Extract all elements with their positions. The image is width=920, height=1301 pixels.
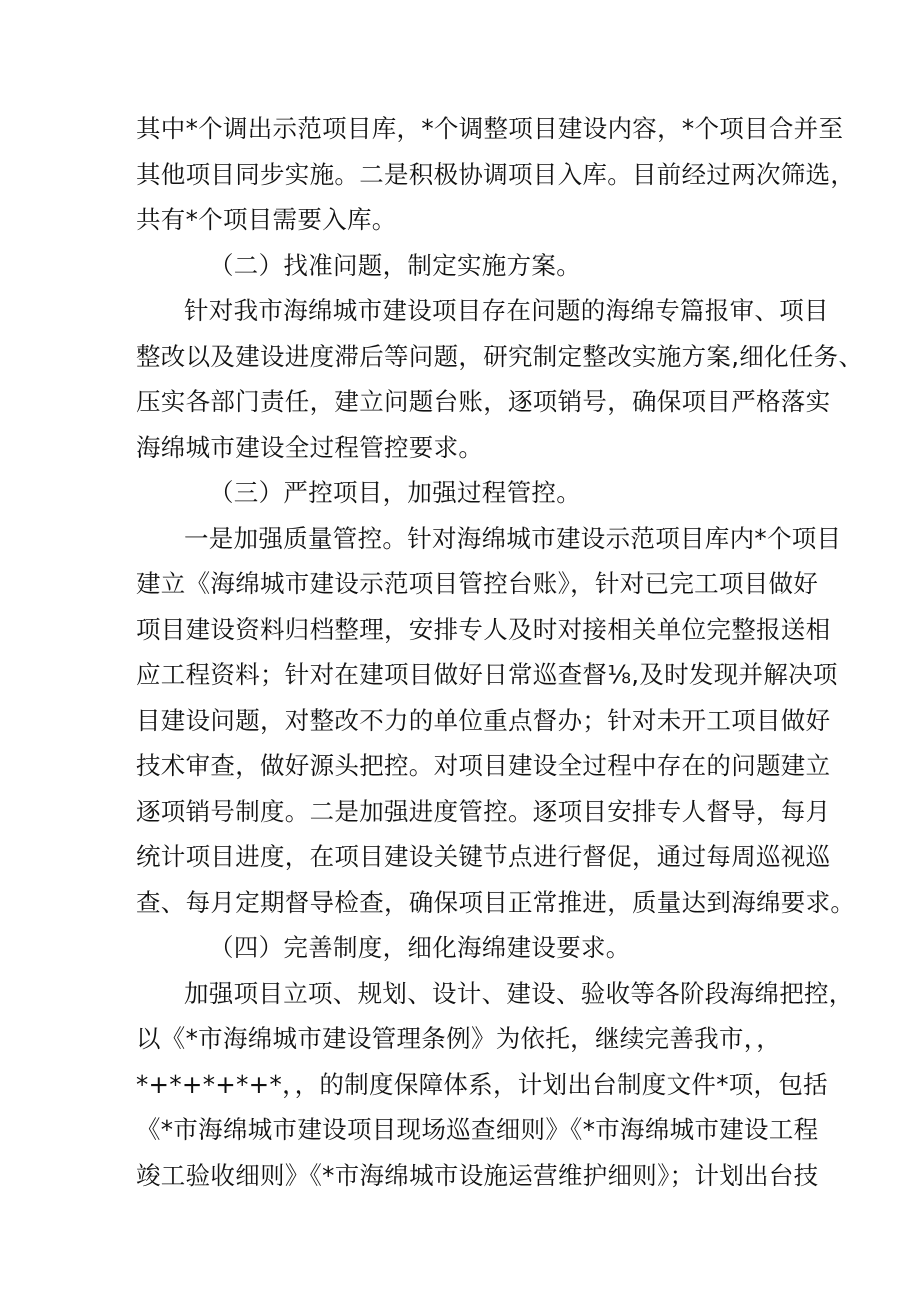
section-heading: （三）严控项目，加强过程管控。: [209, 478, 581, 507]
text-line: *+*+*+*+*，，的制度保障体系，计划出台制度文件*项，包括: [136, 1069, 828, 1099]
text-line: 项目建设资料归档整理，安排专人及时对接相关单位完整报送相: [136, 614, 831, 644]
text-line: 建立《海绵城市建设示范项目管控台账》，针对已完工项目做好: [136, 569, 819, 598]
text-line: 查、每月定期督导检查，确保项目正常推进，质量达到海绵要求。: [136, 887, 856, 917]
text-line: 其他项目同步实施。二是积极协调项目入库。目前经过两次筛选，: [136, 159, 856, 189]
text-line: 逐项销号制度。二是加强进度管控。逐项目安排专人督导，每月: [136, 796, 831, 826]
text-line: 海绵城市建设全过程管控要求。: [136, 432, 484, 462]
text-line: 应工程资料；针对在建项目做好日常巡查督⅛,及时发现并解决项: [136, 660, 838, 689]
text-line: 其中*个调出示范项目库，*个调整项目建设内容，*个项目合并至: [136, 114, 844, 143]
text-line: 统计项目进度，在项目建设关键节点进行督促，通过每周巡视巡: [136, 842, 831, 871]
text-line: 技术审查，做好源头把控。对项目建设全过程中存在的问题建立: [136, 751, 831, 780]
document-body: [136, 106, 864, 1198]
text-line: 以《*市海绵城市建设管理条例》为依托，继续完善我市，，: [136, 1024, 782, 1053]
paragraph-start-line: 加强项目立项、规划、设计、建设、验收等各阶段海绵把控，: [184, 978, 854, 1008]
paragraph-start-line: 针对我市海绵城市建设项目存在问题的海绵专篇报审、项目: [184, 296, 829, 325]
section-heading: （二）找准问题，制定实施方案。: [209, 250, 581, 280]
section-heading: （四）完善制度，细化海绵建设要求。: [209, 933, 631, 962]
text-line: 《*市海绵城市建设项目现场巡查细则》《*市海绵城市建设工程: [136, 1115, 819, 1144]
text-line: 整改以及建设进度滞后等问题，研究制定整改实施方案,细化任务、: [136, 341, 864, 371]
paragraph-start-line: 一是加强质量管控。针对海绵城市建设示范项目库内*个项目: [184, 523, 842, 553]
text-line: 共有*个项目需要入库。: [136, 205, 397, 234]
text-line: 压实各部门责任，建立问题台账，逐项销号，确保项目严格落实: [136, 387, 831, 416]
text-line: 目建设问题，对整改不力的单位重点督办；针对未开工项目做好: [136, 705, 831, 735]
text-line: 竣工验收细则》《*市海绵城市设施运营维护细则》；计划出台技: [136, 1160, 819, 1190]
